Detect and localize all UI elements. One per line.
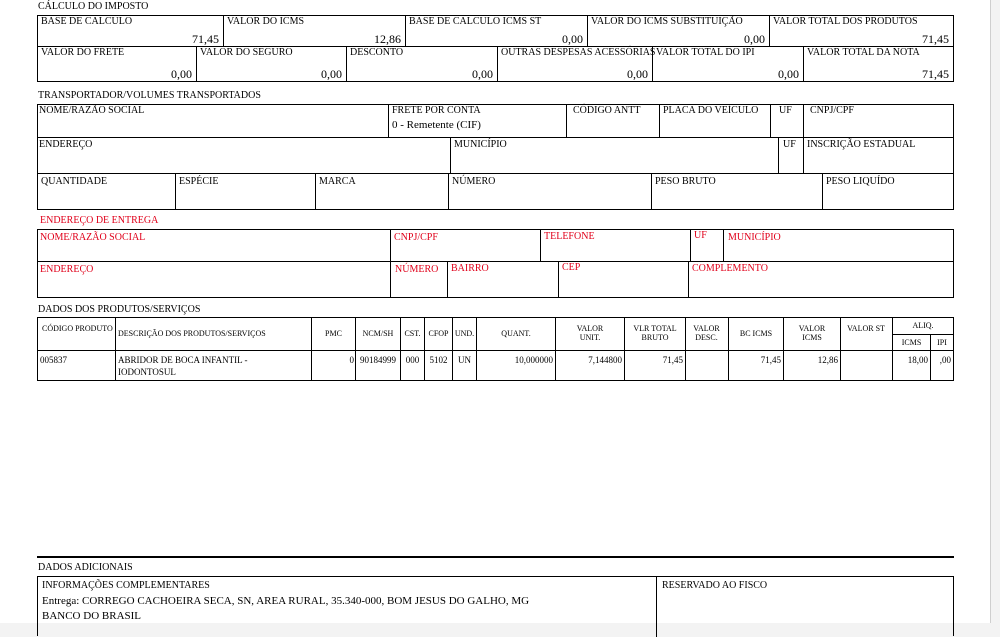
col-sep (400, 317, 401, 381)
field-transp-municipio (450, 138, 778, 173)
col-sep (355, 317, 356, 381)
value: 12,86 (374, 32, 401, 46)
value: 0,00 (744, 32, 765, 46)
col-sep (452, 317, 453, 381)
section-title-adicionais: DADOS ADICIONAIS (38, 562, 133, 573)
th-pmc: PMC (325, 329, 342, 338)
field-transp-cnpj (803, 105, 953, 137)
label: MUNICÍPIO (454, 139, 507, 150)
col-sep (840, 317, 841, 381)
label: DESCONTO (350, 47, 404, 58)
label: ENDEREÇO (40, 264, 94, 275)
field-entrega-nome (38, 230, 390, 261)
th-cfop: CFOP (428, 329, 449, 338)
col-sep (476, 317, 477, 381)
label: NÚMERO (395, 264, 439, 275)
value: 0,00 (472, 67, 493, 81)
label: PLACA DO VEÍCULO (663, 105, 759, 116)
imposto-row-1 (37, 15, 954, 47)
label: VALOR TOTAL DO IPI (656, 47, 755, 58)
field-peso-bruto (651, 174, 822, 209)
field-valor-ipi (652, 47, 803, 81)
table-top-border (37, 317, 954, 318)
cell-descricao-1: ABRIDOR DE BOCA INFANTIL - (118, 355, 248, 365)
entrega-row-1 (37, 229, 954, 262)
value: 0 - Remetente (CIF) (392, 119, 481, 131)
value: 71,45 (922, 32, 949, 46)
col-sep (953, 317, 954, 381)
label: CEP (562, 262, 581, 273)
th-codigo: CÓDIGO PRODUTO (42, 324, 113, 333)
label: BAIRRO (451, 263, 489, 274)
col-sep (685, 317, 686, 381)
label: NÚMERO (452, 176, 496, 187)
label: CÓDIGO ANTT (573, 105, 641, 116)
value: 0,00 (778, 67, 799, 81)
th-valor-st: VALOR ST (847, 324, 885, 333)
cell-pmc: 0 (349, 355, 354, 365)
cell-und: UN (458, 355, 471, 365)
field-transp-uf-2 (778, 138, 803, 173)
transp-row-2 (37, 138, 954, 174)
cell-quant: 10,000000 (514, 355, 553, 365)
value: 0,00 (321, 67, 342, 81)
info-line-1: Entrega: CORREGO CACHOEIRA SECA, SN, AREA RURAL, 35.340-000, BOM JESUS DO GALHO, MG (42, 595, 530, 607)
field-codigo-antt (566, 105, 659, 137)
th-descricao: DESCRIÇÃO DOS PRODUTOS/SERVIÇOS (118, 329, 266, 338)
value: 0,00 (627, 67, 648, 81)
field-peso-liquido (822, 174, 953, 209)
field-numero (448, 174, 651, 209)
field-valor-frete (38, 47, 196, 81)
field-entrega-telefone (540, 230, 690, 261)
label: CNPJ/CPF (394, 232, 438, 243)
field-valor-icms (223, 16, 405, 46)
fisco-label: RESERVADO AO FISCO (662, 580, 768, 591)
value: 0,00 (562, 32, 583, 46)
label: MARCA (319, 176, 356, 187)
field-valor-seguro (196, 47, 346, 81)
info-label: INFORMAÇÕES COMPLEMENTARES (42, 580, 210, 591)
th-valor-icms: VALOR ICMS (798, 324, 826, 342)
label: NOME/RAZÃO SOCIAL (40, 232, 146, 243)
th-quant: QUANT. (501, 329, 531, 338)
cell-cfop: 5102 (429, 355, 448, 365)
label: PESO LIQUÍDO (826, 176, 895, 187)
table-header-border (37, 350, 954, 351)
section-title-transportador: TRANSPORTADOR/VOLUMES TRANSPORTADOS (38, 90, 261, 101)
field-especie (175, 174, 315, 209)
label: TELEFONE (544, 231, 595, 242)
field-transp-uf (770, 105, 803, 137)
field-placa-veiculo (659, 105, 770, 137)
field-marca (315, 174, 448, 209)
field-valor-total-nota (803, 47, 953, 81)
field-frete-por-conta (388, 105, 566, 137)
field-outras-despesas (497, 47, 656, 81)
label: CNPJ/CPF (810, 105, 854, 116)
aliq-sub-border (892, 334, 953, 335)
th-valor-unit: VALOR UNIT. (576, 324, 604, 342)
reservado-fisco (657, 577, 953, 637)
info-line-2: BANCO DO BRASIL (42, 610, 142, 622)
entrega-row-2 (37, 262, 954, 298)
field-base-calculo-st (405, 16, 587, 46)
field-total-produtos (769, 16, 953, 46)
field-base-calculo (38, 16, 223, 46)
label: VALOR DO SEGURO (200, 47, 293, 58)
th-ncm: NCM/SH (362, 329, 394, 338)
field-entrega-bairro (447, 262, 558, 297)
cell-codigo: 005837 (40, 355, 67, 365)
info-complementares (38, 577, 657, 637)
label: UF (694, 230, 707, 241)
label: VALOR TOTAL DOS PRODUTOS (773, 16, 918, 27)
th-valor-desc: VALOR DESC. (693, 324, 720, 342)
cell-valor-unit: 7,144800 (588, 355, 622, 365)
field-entrega-uf (690, 230, 723, 261)
col-sep (311, 317, 312, 381)
label: PESO BRUTO (655, 176, 716, 187)
label: MUNICÍPIO (728, 232, 781, 243)
label: VALOR DO ICMS (227, 16, 305, 27)
label: NOME/RAZÃO SOCIAL (39, 105, 145, 116)
section-title-produtos: DADOS DOS PRODUTOS/SERVIÇOS (38, 304, 201, 315)
section-title-entrega: ENDEREÇO DE ENTREGA (40, 215, 159, 226)
field-entrega-numero (390, 262, 447, 297)
imposto-row-2 (37, 47, 954, 82)
field-entrega-cnpj (390, 230, 540, 261)
field-entrega-cep (558, 262, 688, 297)
col-sep (115, 317, 116, 381)
label: VALOR TOTAL DA NOTA (807, 47, 920, 58)
field-entrega-complemento (688, 262, 953, 297)
cell-ncm: 90184999 (360, 355, 396, 365)
value: 71,45 (922, 67, 949, 81)
label: QUANTIDADE (41, 176, 108, 187)
label: ESPÉCIE (179, 176, 219, 187)
transp-row-1 (37, 104, 954, 138)
col-sep (624, 317, 625, 381)
label: ENDEREÇO (39, 139, 93, 150)
cell-cst: 000 (405, 355, 420, 365)
label: UF (783, 139, 796, 150)
field-quantidade (38, 174, 175, 209)
col-sep (555, 317, 556, 381)
col-sep (783, 317, 784, 381)
cell-valor-icms: 12,86 (817, 355, 838, 365)
col-sep (728, 317, 729, 381)
table-bottom-border (37, 380, 954, 381)
cell-aliq-ipi: ,00 (939, 355, 951, 365)
cell-bc-icms: 71,45 (760, 355, 781, 365)
th-aliq-icms: ICMS (901, 338, 922, 347)
adicionais-top-rule (37, 556, 954, 558)
label: VALOR DO ICMS SUBSTITUIÇÃO (591, 16, 743, 27)
field-transp-nome (38, 105, 388, 137)
label: FRETE POR CONTA (392, 105, 481, 116)
col-sep (424, 317, 425, 381)
th-cst: CST. (404, 329, 421, 338)
value: 0,00 (171, 67, 192, 81)
field-transp-endereco (38, 138, 450, 173)
cell-aliq-icms: 18,00 (907, 355, 928, 365)
transp-row-3 (37, 174, 954, 210)
label: COMPLEMENTO (692, 263, 768, 274)
th-aliq-ipi: IPI (937, 338, 947, 347)
scrollbar-gutter[interactable] (991, 0, 1000, 623)
th-und: UND. (454, 329, 475, 338)
field-valor-icms-st (587, 16, 769, 46)
produtos-table (37, 317, 954, 381)
th-vlr-total: VLR TOTAL BRUTO (633, 324, 677, 342)
th-bc-icms: BC ICMS (739, 329, 773, 338)
th-aliq: ALIQ. (912, 321, 934, 330)
value: 71,45 (192, 32, 219, 46)
label: BASE DE CALCULO ICMS ST (409, 16, 542, 27)
label: UF (779, 105, 792, 116)
adicionais-box (37, 576, 954, 636)
label: INSCRIÇÃO ESTADUAL (807, 139, 916, 150)
field-inscricao-estadual (803, 138, 953, 173)
field-desconto (346, 47, 497, 81)
label: VALOR DO FRETE (41, 47, 125, 58)
section-title-imposto: CÁLCULO DO IMPOSTO (38, 1, 149, 12)
field-entrega-municipio (723, 230, 953, 261)
label: BASE DE CALCULO (41, 16, 133, 27)
cell-descricao-2: IODONTOSUL (118, 367, 176, 377)
cell-vlr-total: 71,45 (662, 355, 683, 365)
field-entrega-endereco (38, 262, 390, 297)
label: OUTRAS DESPESAS ACESSÓRIAS (501, 47, 656, 58)
